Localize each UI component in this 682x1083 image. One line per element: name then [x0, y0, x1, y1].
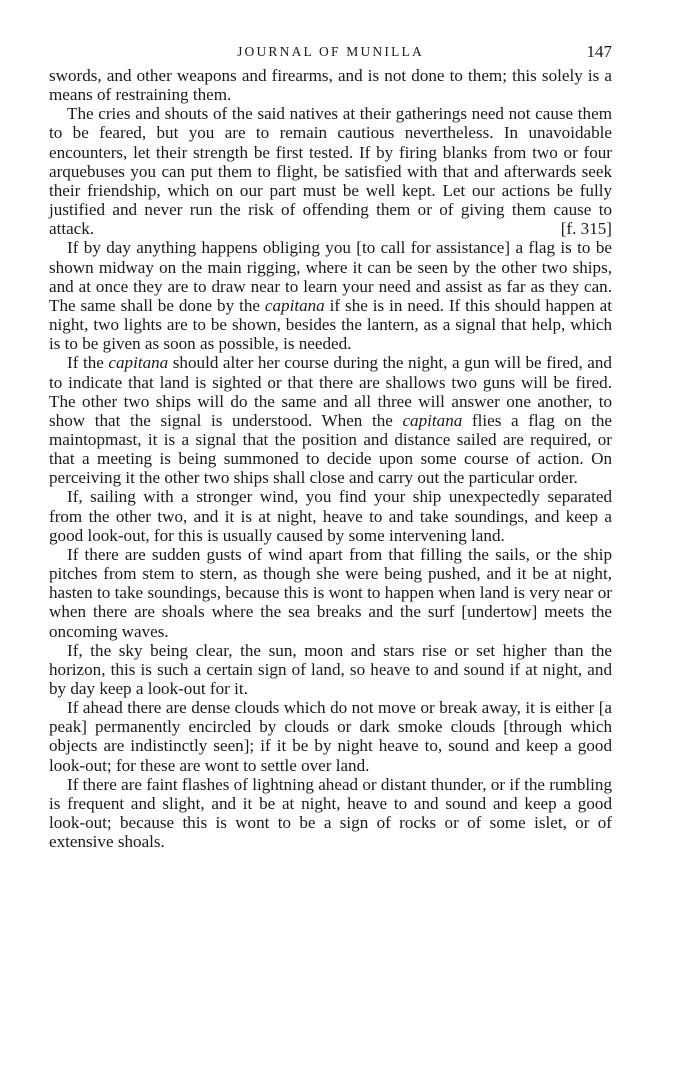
italic-term: capitana [402, 410, 463, 430]
paragraph-8: If ahead there are dense clouds which do not move or break away, it is either [a peak] permanently encircled by clouds or dark smoke clouds [through which objects are indistinctly seen]; if it be by night heave to, sound and keep a good look-out; for these are wont to settle over land. [49, 698, 612, 775]
italic-term: capitana [264, 295, 325, 315]
text-run: if she is in need. If this should happen at night, two lights are to be shown, besides the lantern, as a signal that help, which is to be given as soon as possible, is needed. [49, 295, 612, 354]
page-number: 147 [586, 42, 612, 61]
book-page [49, 40, 612, 851]
paragraph-9: If there are faint flashes of lightning ahead or distant thunder, or if the rumbling is frequent and slight, and it be at night, heave to and sound and keep a good look-out; because this is wont to be a sign of rocks or of some islet, or of extensive shoals. [49, 774, 612, 852]
text-run: should alter her course during the night, a gun will be fired, and to indicate that land is sighted or that there are shallows two guns will be fired. The other two ships will do the same and all three will answer one another, to show that the signal is understood. When the [49, 353, 612, 430]
paragraph-6: If there are sudden gusts of wind apart from that filling the sails, or the ship pitches from stem to stern, as though she were being pushed, and it be at night, hasten to take soundings, because this is wont to happen when land is very near or when there are shoals where the sea breaks and the surf [undertow] meets the oncoming waves. [49, 544, 612, 641]
text-run: flies a flag on the maintopmast, it is a signal that the position and distance sailed are required, or that a meeting is being summoned to decide upon some course of action. On perceiving it the other two ships shall close and carry out the particular order. [49, 410, 612, 488]
paragraph-2-text: The cries and shouts of the said natives at their gatherings need not cause them to be feared, but you are to remain cautious nevertheless. In unavoidable encounters, let their strength be first tested. If by firing blanks from two or four arquebuses you can put them to flight, be satisfied with that and afterwards seek their friendship, which on our part must be well kept. Let our actions be fully justified and never run the risk of offending them or of giving them cause to attack. [49, 104, 612, 239]
folio-reference: [f. 315] [560, 219, 612, 239]
running-head [49, 40, 612, 66]
italic-term: capitana [108, 353, 169, 373]
text-run: If by day anything happens obliging you [to call for assistance] a flag is to be shown midway on the main rigging, where it can be seen by the other two ships, and at once they are to draw near to learn your need and assist as far as they can. The same shall be done by the [49, 238, 612, 315]
paragraph-5: If, sailing with a stronger wind, you find your ship unexpectedly separated from the other two, and it is at night, heave to and take soundings, and keep a good look-out, for this is usually caused by some intervening land. [49, 487, 612, 545]
paragraph-1: swords, and other weapons and firearms, and is not done to them; this solely is a means of restraining them. [49, 66, 612, 105]
paragraph-7: If, the sky being clear, the sun, moon and stars rise or set higher than the horizon, this is such a certain sign of land, so heave to and sound if at night, and by day keep a look-out for it. [49, 640, 612, 698]
paragraph-4 [49, 353, 612, 487]
paragraph-2 [49, 104, 612, 238]
paragraph-3 [49, 238, 612, 353]
running-title: JOURNAL OF MUNILLA [237, 44, 424, 59]
text-run: If the [67, 353, 109, 373]
